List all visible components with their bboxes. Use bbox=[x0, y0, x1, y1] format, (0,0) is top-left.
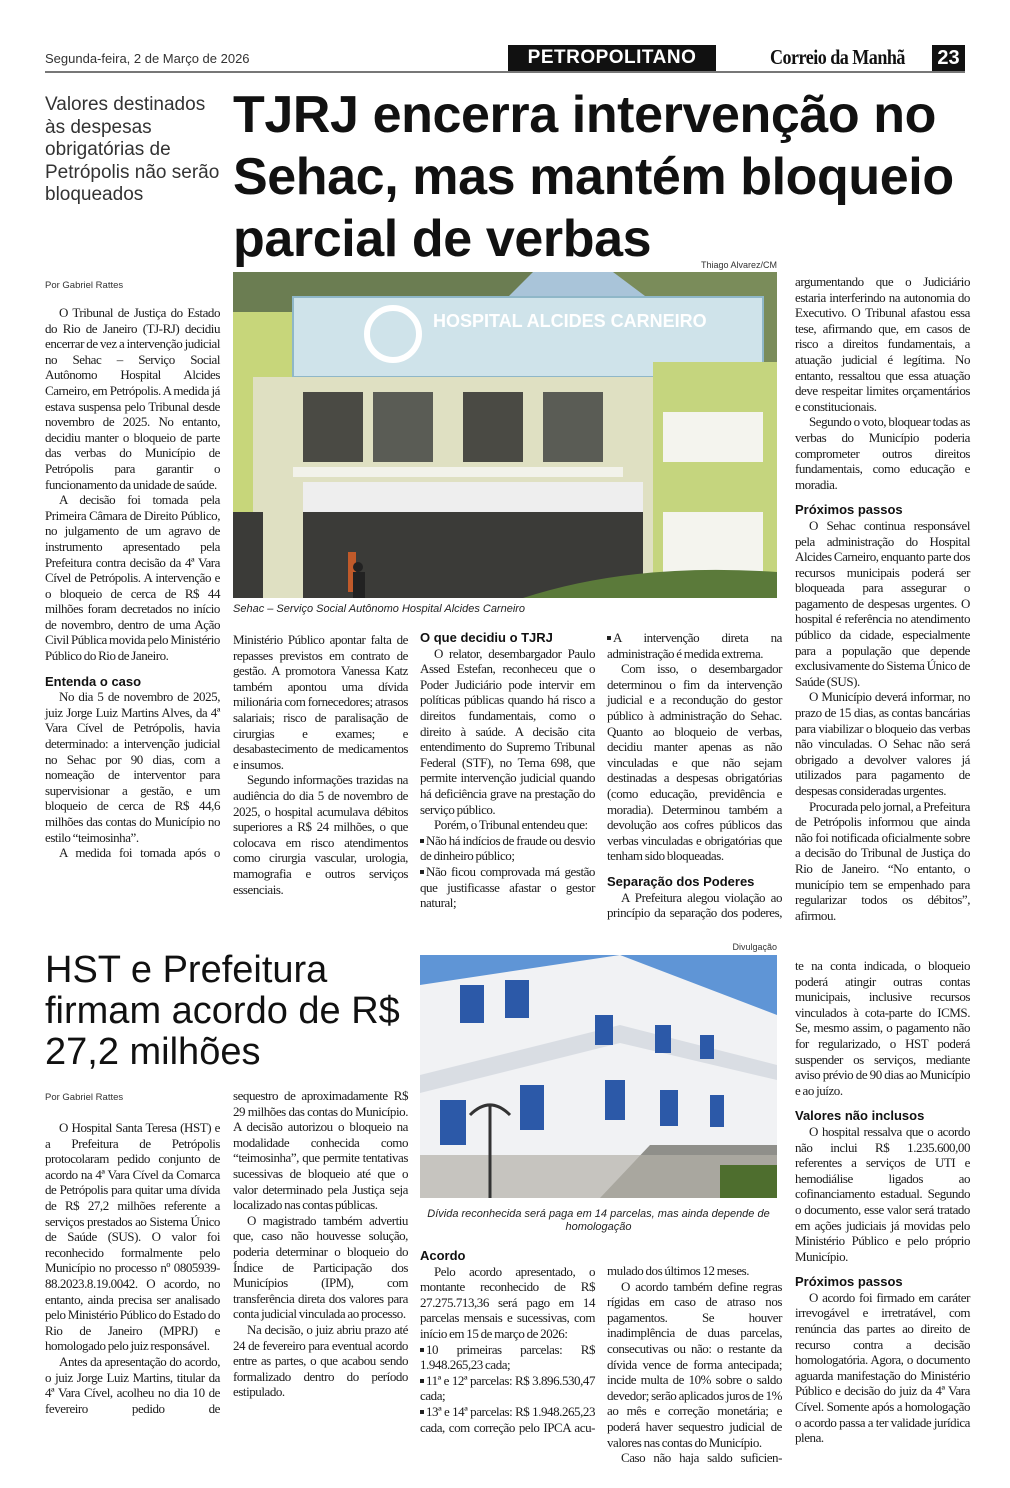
paragraph: O acordo também define regras rígidas em caso de atraso nos pagamentos. Se houver inadimplência de duas parcelas, consecutivas ou não: o restante da dívida vence de forma antecipada; incide multa de 10% sobre o saldo devedor; serão aplicados juros de 1% ao mês e correção monetária; e poderá haver sequestro judicial de valores nas contas do Município. bbox=[607, 1278, 782, 1450]
paragraph: O Hospital Santa Teresa (HST) e a Prefeitura de Petrópolis protocolaram pedido conjunto de acordo na 4ª Vara Cível da Comarca de Petrópolis para quitar uma dívida de R$ 27,2 milhões referente a serviços prestados ao Sistema Único de Saúde (SUS). O valor foi reconhecido formalmente pelo Município no processo nº 0805939-88.2023.8.19.0042. O acordo, no entanto, ainda precisa ser analisado pelo Ministério Público do Estado do Rio de Janeiro (MPRJ) e homologado pelo juiz responsável. bbox=[45, 1120, 220, 1354]
article1-deck: Valores destinados às despesas obrigatórias de Petrópolis não serão bloqueados bbox=[45, 94, 220, 205]
bullet-item: 10 primeiras parcelas: R$ 1.948.265,23 cada; bbox=[420, 1341, 595, 1373]
paragraph: O relator, desembargador Paulo Assed Estefan, reconheceu que o Poder Judiciário pode intervir em políticas públicas quando há risco a direitos fundamentais, como o direito à saúde. A decisão cita entendimento do Supremo Tribunal Federal (STF), no Tema 698, que permite intervenção judicial quando há deficiência grave na prestação do serviço público. bbox=[420, 645, 595, 817]
article2-column-3 bbox=[420, 1248, 595, 1435]
newspaper-logo: Correio da Manhã bbox=[770, 45, 905, 69]
bullet-item: Não ficou comprovada má gestão que justificasse afastar o gestor natural; bbox=[420, 863, 595, 911]
paragraph: Caso não haja saldo suficien- bbox=[621, 1450, 782, 1466]
bullet-item: A intervenção direta na administração é medida extrema. bbox=[607, 630, 782, 661]
subheading: Próximos passos bbox=[795, 502, 903, 518]
article2-column-1 bbox=[45, 1120, 220, 1416]
article2-photo-caption: Dívida reconhecida será paga em 14 parcelas, mas ainda depende de homologação bbox=[427, 1208, 770, 1233]
article2-column-4 bbox=[607, 1263, 782, 1466]
article1-column-5 bbox=[795, 274, 970, 923]
bullet-item: 11ª e 12ª parcelas: R$ 3.896.530,47 cada; bbox=[420, 1372, 595, 1404]
article2-photo-credit: Divulgação bbox=[732, 942, 777, 952]
paragraph: Procurada pelo jornal, a Prefeitura de Petrópolis informou que ainda não foi notificada oficialmente sobre a decisão do Tribunal de Justiça do Rio de Janeiro. “No entanto, o município tem se empenhado para regularizar todos os débitos”, afirmou. bbox=[795, 798, 970, 923]
header-rule bbox=[45, 71, 965, 73]
article1-photo bbox=[233, 272, 777, 598]
paragraph: Na decisão, o juiz abriu prazo até 24 de fevereiro para eventual acordo entre as partes, o que acabou sendo formalizado dentro do período estipulado. bbox=[233, 1321, 408, 1400]
article2-column-5 bbox=[795, 958, 970, 1446]
paragraph: O Município deverá informar, no prazo de 15 dias, as contas bancárias para viabilizar o bloqueio das verbas não vinculadas. O Sehac não será obrigado a devolver valores já utilizados para pagamento de despesas consideradas urgentes. bbox=[795, 689, 970, 798]
article1-column-1 bbox=[45, 305, 220, 861]
paragraph: O Tribunal de Justiça do Estado do Rio de Janeiro (TJ-RJ) decidiu encerrar de vez a intervenção judicial no Sehac – Serviço Social Autônomo Hospital Alcides Carneiro, em Petrópolis. A medida já estava suspensa pelo Tribunal desde novembro de 2025. No entanto, decidiu manter o bloqueio de parte das verbas do Município de Petrópolis para garantir o funcionamento da unidade de saúde. bbox=[45, 305, 220, 492]
hospital-santa-teresa-illustration bbox=[420, 955, 777, 1198]
page-number: 23 bbox=[932, 45, 965, 71]
edition-date: Segunda-feira, 2 de Março de 2026 bbox=[45, 51, 250, 66]
subheading: Valores não inclusos bbox=[795, 1108, 925, 1124]
article2-photo bbox=[420, 955, 777, 1198]
paragraph: Segundo informações trazidas na audiência do dia 5 de novembro de 2025, o hospital acumulava débitos superiores a R$ 24 milhões, o que colocava em risco atendimentos como cirurgia vascular, urologia, mamografia e outros serviços essenciais. bbox=[233, 772, 408, 897]
paragraph: Ministério Público apontar falta de repasses previstos em contrato de gestão. A promotora Vanessa Katz também apontou uma dívida milionária com fornecedores; atrasos salariais; risco de paralisação de cirurgias e exames; e desabastecimento de medicamentos e insumos. bbox=[233, 632, 408, 772]
article1-column-4 bbox=[607, 630, 782, 921]
paragraph: No dia 5 de novembro de 2025, juiz Jorge Luiz Martins Alves, da 4ª Vara Cível de Petrópolis, havia determinado: a intervenção judicial no Sehac por 90 dias, com a nomeação de interventor para supervisionar a gestão, e um bloqueio de cerca de R$ 44,6 milhões das contas do Município no estilo “teimosinha”. bbox=[45, 689, 220, 845]
subheading: O que decidiu o TJRJ bbox=[420, 630, 553, 645]
paragraph: Porém, o Tribunal entendeu que: bbox=[434, 817, 588, 833]
bullet-item: 13ª e 14ª parcelas: R$ 1.948.265,23 cada, com correção pelo IPCA acu- bbox=[420, 1403, 595, 1435]
paragraph: O hospital ressalva que o acordo não inclui R$ 1.235.600,00 referentes a serviços de UTI e hemodiálise ligados ao cofinanciamento estadual. Segundo o documento, esse valor será tratado em ações judiciais já movidas pelo Ministério Público e pelo próprio Município. bbox=[795, 1123, 970, 1264]
paragraph: A medida foi tomada após o bbox=[59, 845, 220, 861]
paragraph: A Prefeitura alegou violação ao princípio da separação dos poderes, bbox=[607, 889, 782, 921]
paragraph: mulado dos últimos 12 meses. bbox=[607, 1263, 750, 1278]
article1-byline: Por Gabriel Rattes bbox=[45, 280, 124, 291]
article2-headline: HST e Prefeitura firmam acordo de R$ 27,2 milhões bbox=[45, 949, 400, 1073]
subheading: Separação dos Poderes bbox=[607, 873, 755, 889]
article2-byline: Por Gabriel Rattes bbox=[45, 1092, 124, 1103]
paragraph: Pelo acordo apresentado, o montante reconhecido de R$ 27.275.713,36 será pago em 14 parcelas mensais e sucessivas, com início em 15 de março de 2026: bbox=[420, 1263, 595, 1341]
paragraph: Segundo o voto, bloquear todas as verbas do Município poderia comprometer outros direitos fundamentais, como educação e moradia. bbox=[795, 414, 970, 492]
subheading: Acordo bbox=[420, 1248, 466, 1263]
paragraph: A decisão foi tomada pela Primeira Câmara de Direito Público, no julgamento de um agravo de instrumento apresentado pela Prefeitura contra decisão da 4ª Vara Cível de Petrópolis. A intervenção e o bloqueio de cerca de R$ 44 milhões foram decretados no início de novembro, dentro de uma Ação Civil Pública movida pelo Ministério Público do Rio de Janeiro. bbox=[45, 492, 220, 664]
subheading: Próximos passos bbox=[795, 1274, 903, 1290]
paragraph: argumentando que o Judiciário estaria interferindo na autonomia do Executivo. O Tribunal afastou essa tese, afirmando que, em casos de risco a direitos fundamentais, a atuação judicial é legítima. No entanto, ressaltou que essa atuação deve respeitar limites orçamentários e constitucionais. bbox=[795, 274, 970, 414]
section-label: PETROPOLITANO bbox=[508, 45, 716, 71]
paragraph: O Sehac continua responsável pela administração do Hospital Alcides Carneiro, enquanto parte dos recursos municipais poderá ser bloqueada para assegurar o pagamento de despesas urgentes. O hospital é referência no atendimento público da cidade, especialmente para a população que depende exclusivamente do Sistema Único de Saúde (SUS). bbox=[795, 517, 970, 689]
hospital-sign-text: HOSPITAL ALCIDES CARNEIRO bbox=[433, 311, 707, 331]
paragraph: Antes da apresentação do acordo, o juiz Jorge Luiz Martins, titular da 4ª Vara Cível, acolheu no dia 10 de fevereiro pedido de bbox=[45, 1353, 220, 1416]
article1-headline: TJRJ encerra intervenção no Sehac, mas mantém bloqueio parcial de verbas bbox=[233, 86, 954, 268]
paragraph: O acordo foi firmado em caráter irrevogável e irretratável, com renúncia das partes ao direito de recurso contra a decisão homologatória. Agora, o documento aguarda manifestação do Ministério Público e decisão do juiz da 4ª Vara Cível. Somente após a homologação o acordo passa a ter validade jurídica plena. bbox=[795, 1289, 970, 1446]
bullet-item: Não há indícios de fraude ou desvio de dinheiro público; bbox=[420, 832, 595, 864]
paragraph: te na conta indicada, o bloqueio poderá atingir outras contas municipais, inclusive recursos vinculados à cota-parte do ICMS. Se, mesmo assim, o pagamento não for regularizado, o HST poderá suspender os serviços, mediante aviso prévio de 90 dias ao Município e ao juízo. bbox=[795, 958, 970, 1098]
paragraph: sequestro de aproximadamente R$ 29 milhões das contas do Município. A decisão autorizou o bloqueio na modalidade conhecida como “teimosinha”, que permite tentativas sucessivas de bloqueio até que o valor determinado pela Justiça seja localizado nas contas públicas. bbox=[233, 1088, 408, 1213]
hospital-building-illustration bbox=[233, 272, 777, 598]
article2-column-2 bbox=[233, 1088, 408, 1400]
article1-column-3 bbox=[420, 630, 595, 911]
article1-column-2 bbox=[233, 632, 408, 897]
article1-photo-credit: Thiago Alvarez/CM bbox=[700, 260, 777, 270]
paragraph: Com isso, o desembargador determinou o fim da intervenção judicial e a recondução do gestor público à administração do Sehac. Quanto ao bloqueio de verbas, decidiu manter apenas as não vinculadas e que não sejam destinadas a despesas obrigatórias (como educação, previdência e moradia). Determinou também a devolução aos cofres públicos das verbas vinculadas e obrigatórias que tenham sido bloqueadas. bbox=[607, 661, 782, 864]
article1-photo-caption: Sehac – Serviço Social Autônomo Hospital Alcides Carneiro bbox=[233, 603, 526, 615]
paragraph: O magistrado também advertiu que, caso não houvesse solução, poderia determinar o bloqueio do Índice de Participação dos Municípios (IPM), com transferência direta dos valores para conta judicial vinculada ao processo. bbox=[233, 1212, 408, 1322]
subheading: Entenda o caso bbox=[45, 673, 142, 689]
